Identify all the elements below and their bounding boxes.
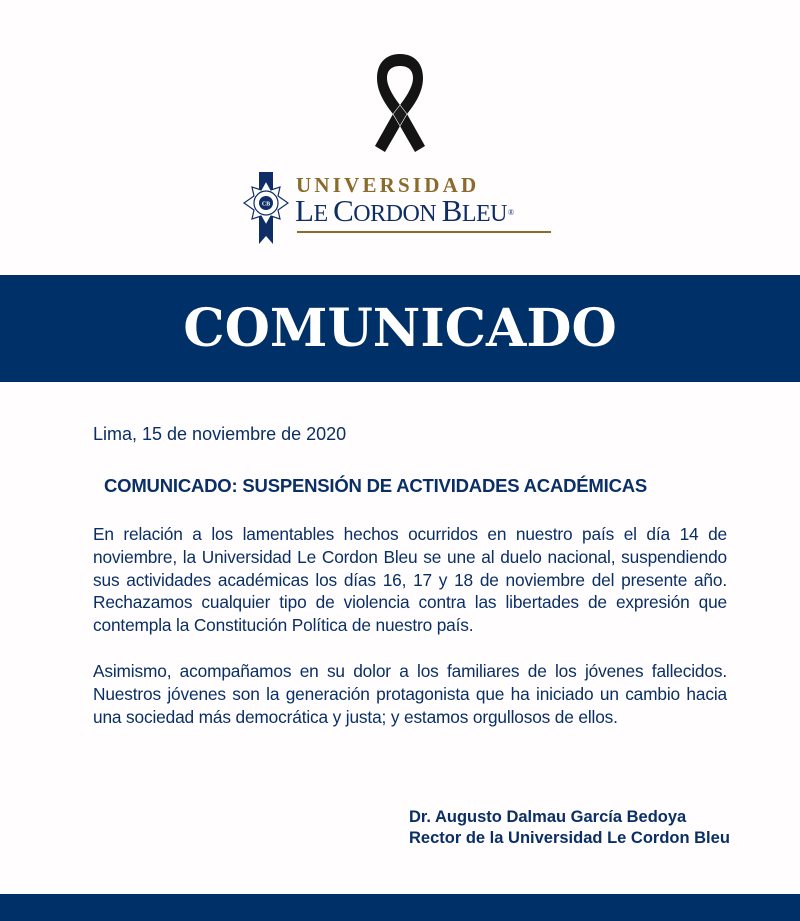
mourning-ribbon-icon (371, 52, 429, 154)
signatory-title: Rector de la Universidad Le Cordon Bleu (409, 829, 730, 847)
document-date: Lima, 15 de noviembre de 2020 (93, 424, 347, 444)
logo-le-cordon-bleu-text: LE CORDON BLEU® (295, 193, 514, 228)
signatory-name: Dr. Augusto Dalmau García Bedoya (409, 808, 687, 826)
logo-underline (297, 231, 551, 233)
le-cordon-bleu-crest-icon (243, 172, 289, 244)
logo-universidad-text: UNIVERSIDAD (296, 173, 480, 197)
svg-text:CB: CB (261, 201, 271, 208)
comunicado-banner (0, 275, 800, 382)
banner-title: COMUNICADO (183, 297, 617, 359)
footer-bar (0, 894, 800, 921)
university-logo (243, 172, 555, 244)
signature-block (409, 807, 730, 849)
document-subject: COMUNICADO: SUSPENSIÓN DE ACTIVIDADES ACADÉMICAS (104, 475, 648, 496)
paragraph-1: En relación a los lamentables hechos ocurridos en nuestro país el día 14 de noviembre, la Universidad Le Cordon Bleu se une al duelo nacional, suspendiendo sus actividades académicas los días 16, 17 y 18 de noviembre del presente año. Rechazamos cualquier tipo de violencia contra las libertades de expresión que contempla la Constitución Política de nuestro país. (93, 524, 727, 636)
paragraph-2: Asimismo, acompañamos en su dolor a los familiares de los jóvenes fallecidos. Nuestros jóvenes son la generación protagonista que ha iniciado un cambio hacia una sociedad más democrática y justa; y estamos orgullosos de ellos. (93, 661, 727, 727)
